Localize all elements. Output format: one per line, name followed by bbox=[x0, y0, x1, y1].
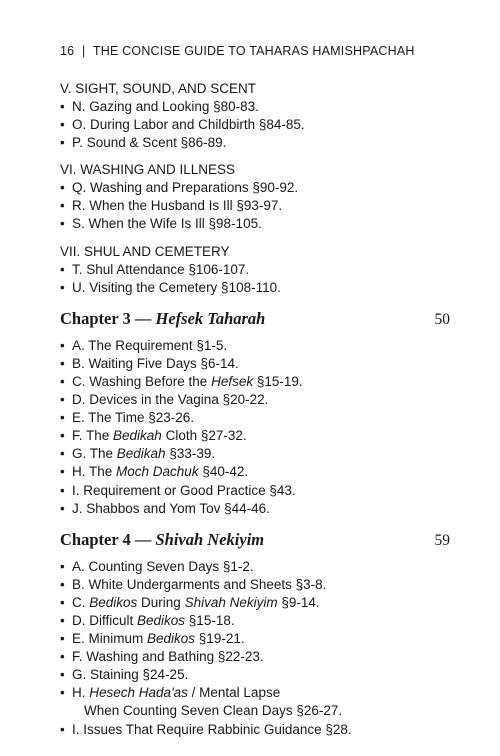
list-item: • Q. Washing and Preparations §90-92. bbox=[60, 179, 450, 197]
running-head bbox=[60, 44, 415, 58]
chapter-4-items bbox=[60, 558, 450, 739]
chapter-title: Chapter 3 — Hefsek Taharah bbox=[60, 308, 266, 328]
list-item: • S. When the Wife Is Ill §98-105. bbox=[60, 215, 450, 233]
list-item: • F. Washing and Bathing §22-23. bbox=[60, 648, 450, 666]
section-sight-sound-scent bbox=[60, 80, 450, 152]
list-item: • A. Counting Seven Days §1-2. bbox=[60, 558, 450, 576]
bullet-icon: • bbox=[60, 446, 65, 462]
list-item: • D. Devices in the Vagina §20-22. bbox=[60, 391, 450, 409]
bullet-icon: • bbox=[60, 373, 65, 389]
list-item: • H. Hesech Hada'as / Mental Lapse bbox=[60, 684, 450, 702]
bullet-icon: • bbox=[60, 337, 65, 353]
list-item: • H. The Moch Dachuk §40-42. bbox=[60, 463, 450, 481]
list-item: • E. The Time §23-26. bbox=[60, 409, 450, 427]
bullet-icon: • bbox=[60, 649, 65, 665]
list-item: • P. Sound & Scent §86-89. bbox=[60, 134, 450, 152]
chapter-page-number: 59 bbox=[434, 531, 450, 549]
list-item: • R. When the Husband Is Ill §93-97. bbox=[60, 197, 450, 215]
section-title: VI. WASHING AND ILLNESS bbox=[60, 162, 236, 178]
chapter-4-heading bbox=[60, 530, 450, 550]
list-item: • J. Shabbos and Yom Tov §44-46. bbox=[60, 500, 450, 518]
bullet-icon: • bbox=[60, 721, 65, 737]
section-washing-illness bbox=[60, 161, 450, 233]
list-item: • B. White Undergarments and Sheets §3-8. bbox=[60, 576, 450, 594]
list-item: • O. During Labor and Childbirth §84-85. bbox=[60, 116, 450, 134]
bullet-icon: • bbox=[60, 279, 65, 295]
bullet-icon: • bbox=[60, 482, 65, 498]
list-item: • A. The Requirement §1-5. bbox=[60, 337, 450, 355]
bullet-icon: • bbox=[60, 500, 65, 516]
list-item: • B. Waiting Five Days §6-14. bbox=[60, 355, 450, 373]
list-item: • T. Shul Attendance §106-107. bbox=[60, 261, 450, 279]
table-of-contents bbox=[60, 80, 450, 745]
book-title: THE CONCISE GUIDE TO TAHARAS HAMISHPACHAH bbox=[92, 44, 415, 58]
page-number: 16 bbox=[60, 44, 75, 58]
list-item: • G. Staining §24-25. bbox=[60, 666, 450, 684]
bullet-icon: • bbox=[60, 667, 65, 683]
section-shul-cemetery bbox=[60, 243, 450, 297]
chapter-title: Chapter 4 — Shivah Nekiyim bbox=[60, 529, 265, 549]
list-item: • I. Requirement or Good Practice §43. bbox=[60, 482, 450, 500]
list-item: • D. Difficult Bedikos §15-18. bbox=[60, 612, 450, 630]
bullet-icon: • bbox=[60, 464, 65, 480]
bullet-icon: • bbox=[60, 355, 65, 371]
section-items bbox=[60, 179, 450, 233]
bullet-icon: • bbox=[60, 631, 65, 647]
list-item-continuation: When Counting Seven Clean Days §26-27. bbox=[84, 703, 343, 719]
list-item: • G. The Bedikah §33-39. bbox=[60, 445, 450, 463]
bullet-icon: • bbox=[60, 558, 65, 574]
bullet-icon: • bbox=[60, 261, 65, 277]
list-item: • E. Minimum Bedikos §19-21. bbox=[60, 630, 450, 648]
list-item: • N. Gazing and Looking §80-83. bbox=[60, 98, 450, 116]
chapter-page-number: 50 bbox=[434, 310, 450, 328]
bullet-icon: • bbox=[60, 180, 65, 196]
list-item: • U. Visiting the Cemetery §108-110. bbox=[60, 279, 450, 297]
bullet-icon: • bbox=[60, 594, 65, 610]
bullet-icon: • bbox=[60, 576, 65, 592]
chapter-3-items bbox=[60, 337, 450, 518]
bullet-icon: • bbox=[60, 198, 65, 214]
bullet-icon: • bbox=[60, 392, 65, 408]
bullet-icon: • bbox=[60, 428, 65, 444]
bullet-icon: • bbox=[60, 685, 65, 701]
list-item: • F. The Bedikah Cloth §27-32. bbox=[60, 427, 450, 445]
list-item: • C. Washing Before the Hefsek §15-19. bbox=[60, 373, 450, 391]
section-items bbox=[60, 261, 450, 297]
list-item: • C. Bedikos During Shivah Nekiyim §9-14. bbox=[60, 594, 450, 612]
section-title: VII. SHUL AND CEMETERY bbox=[60, 243, 230, 259]
section-title: V. SIGHT, SOUND, AND SCENT bbox=[60, 81, 257, 96]
list-item: • I. Issues That Require Rabbinic Guidance §28. bbox=[60, 721, 450, 739]
running-head-separator: | bbox=[82, 44, 86, 58]
bullet-icon: • bbox=[60, 99, 65, 114]
bullet-icon: • bbox=[60, 612, 65, 628]
bullet-icon: • bbox=[60, 216, 65, 232]
bullet-icon: • bbox=[60, 117, 65, 133]
bullet-icon: • bbox=[60, 135, 65, 151]
chapter-3-heading bbox=[60, 309, 450, 329]
section-items bbox=[60, 98, 450, 152]
bullet-icon: • bbox=[60, 410, 65, 426]
